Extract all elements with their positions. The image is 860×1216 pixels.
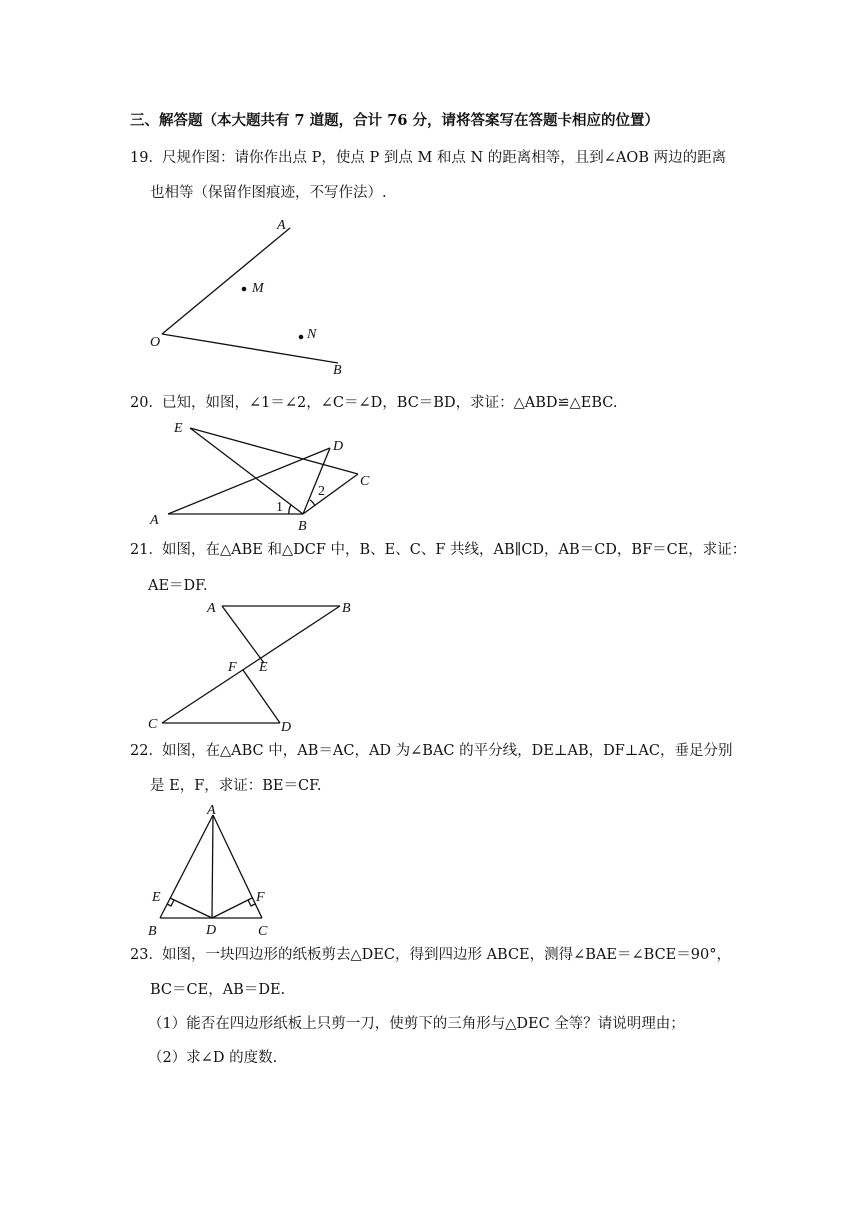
label-f: F (228, 660, 237, 675)
segment-eb (190, 428, 303, 514)
problem-19-text-line-1: 尺规作图：请你作出点 P，使点 P 到点 M 和点 N 的距离相等，且到∠AOB 两边的距离 (162, 150, 727, 166)
segment-ab (160, 815, 213, 918)
label-b: B (148, 924, 157, 939)
figure-21-triangles (140, 596, 370, 738)
label-f: F (256, 890, 265, 905)
problem-20-number: 20． (130, 395, 163, 411)
figure-22-isosceles-triangle (140, 800, 280, 940)
segment-ac (213, 815, 262, 918)
angle-1-arc (289, 505, 291, 514)
problem-21-text-line-1: 如图，在△ABE 和△DCF 中，B、E、C、F 共线，AB∥CD，AB＝CD，BF＝CE，求证： (162, 542, 747, 558)
label-a: A (277, 218, 286, 233)
label-angle-1: 1 (276, 500, 283, 515)
label-a: A (207, 601, 216, 616)
label-d: D (333, 439, 344, 454)
label-angle-2: 2 (318, 484, 325, 499)
label-a: A (207, 803, 216, 818)
segment-bc (162, 606, 340, 723)
segment-df (212, 898, 252, 918)
problem-23-part-1: （1）能否在四边形纸板上只剪一刀，使剪下的三角形与△DEC 全等？请说明理由； (148, 1016, 685, 1032)
label-e: E (259, 660, 268, 675)
label-b: B (342, 601, 351, 616)
label-n: N (307, 327, 317, 342)
label-c: C (360, 474, 370, 489)
problem-21-text-line-2: AE＝DF. (148, 578, 208, 594)
point-n (299, 335, 304, 340)
segment-fd (243, 670, 280, 723)
angle-2-arc (310, 500, 315, 506)
label-a: A (150, 513, 159, 528)
problem-22-number: 22． (130, 743, 163, 759)
ray-oa (162, 228, 290, 334)
problem-21-number: 21． (130, 542, 163, 558)
label-d: D (206, 923, 217, 938)
label-m: M (252, 281, 264, 296)
label-b: B (333, 363, 342, 378)
label-c: C (258, 924, 268, 939)
label-c: C (148, 717, 158, 732)
segment-ae (222, 606, 264, 663)
problem-22-text-line-1: 如图，在△ABC 中，AB＝AC，AD 为∠BAC 的平分线，DE⊥AB，DF⊥AC，垂足分别 (162, 743, 733, 759)
figure-19-angle-aob (140, 208, 370, 380)
problem-23-part-2: （2）求∠D 的度数. (148, 1050, 278, 1066)
label-e: E (152, 890, 161, 905)
label-b: B (298, 519, 307, 532)
label-e: E (174, 421, 183, 436)
problem-23-text-line-2: BC＝CE，AB＝DE. (150, 982, 286, 998)
figure-20-triangles (140, 414, 380, 532)
point-m (242, 287, 247, 292)
problem-20-text-line-1: 已知，如图，∠1＝∠2，∠C＝∠D，BC＝BD，求证：△ABD≌△EBC. (162, 395, 618, 411)
problem-23-text-line-1: 如图，一块四边形的纸板剪去△DEC，得到四边形 ABCE，测得∠BAE＝∠BCE＝90°， (162, 947, 731, 963)
problem-23-number: 23． (130, 947, 163, 963)
problem-19-number: 19． (130, 150, 163, 166)
label-d: D (281, 720, 292, 735)
segment-de (170, 898, 212, 918)
segment-ad (168, 448, 330, 514)
label-o: O (150, 335, 161, 350)
problem-22-text-line-2: 是 E，F，求证：BE＝CF. (150, 778, 322, 794)
segment-ad (212, 815, 213, 918)
section-heading: 三、解答题（本大题共有 7 道题，合计 76 分，请将答案写在答题卡相应的位置） (130, 112, 659, 129)
problem-19-text-line-2: 也相等（保留作图痕迹，不写作法）. (150, 185, 387, 201)
